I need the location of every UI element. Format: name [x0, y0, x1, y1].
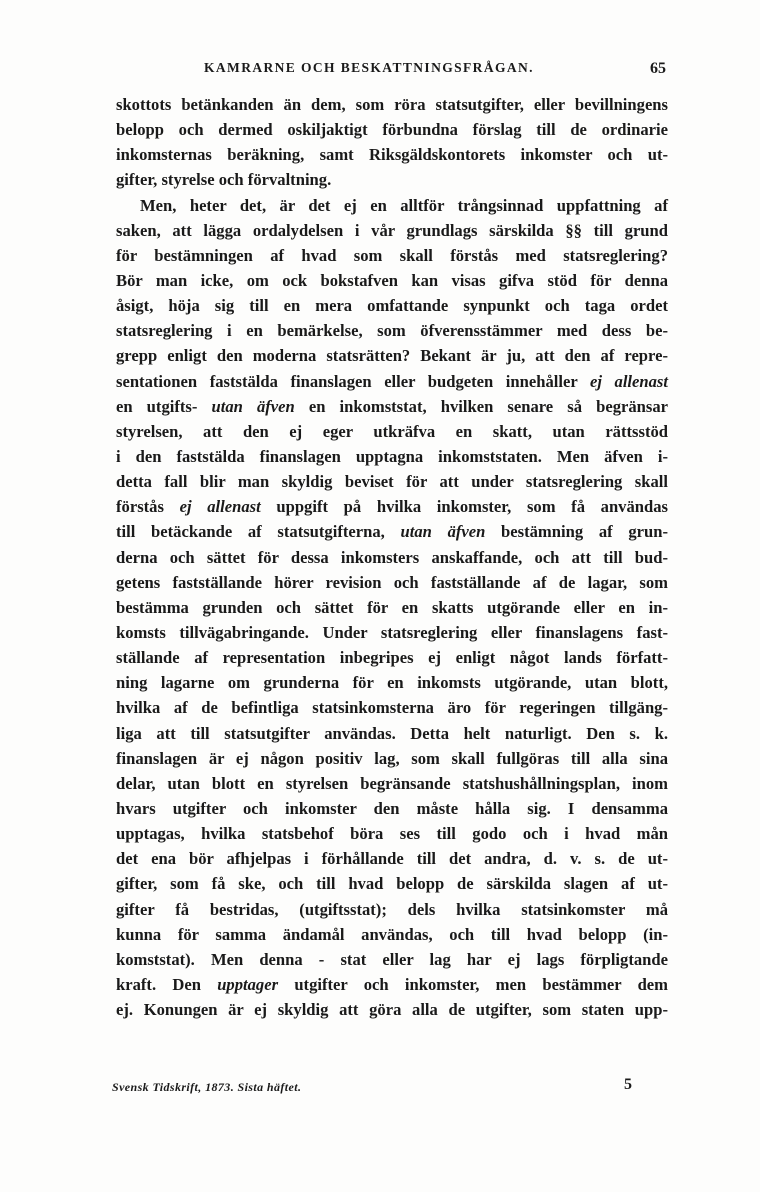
page-footer: [112, 1076, 632, 1102]
footer-source: Svensk Tidskrift, 1873. Sista häftet.: [112, 1080, 302, 1094]
italic-emphasis: upptager: [217, 974, 279, 994]
text-line: statsreglering i en bemärkelse, som öfverensstämmer med dess be-: [116, 321, 668, 341]
text-line: ning lagarne om grunderna för en inkomsts utgörande, utan blott,: [116, 673, 668, 693]
text-line: en utgifts- utan äfven en inkomststat, hvilken senare så begränsar: [116, 396, 669, 416]
text-line: upptagas, hvilka statsbehof böra ses till godo och i hvad mån: [116, 824, 668, 844]
italic-emphasis: utan äfven: [400, 522, 486, 542]
text-line: saken, att lägga ordalydelsen i vår grundlags särskilda §§ till grund: [116, 220, 668, 240]
text-line: till betäckande af statsutgifterna, utan äfven bestämning af grun-: [116, 522, 668, 542]
text-line: belopp och dermed oskiljaktigt förbundna förslag till de ordinarie: [116, 120, 668, 140]
body-text: [116, 92, 668, 1022]
text-line: kraft. Den upptager utgifter och inkomster, men bestämmer dem: [116, 974, 668, 994]
text-line: förstås ej allenast uppgift på hvilka inkomster, som få användas: [116, 497, 668, 517]
text-line: derna och sättet för dessa inkomsters anskaffande, och att till bud-: [116, 547, 668, 567]
text-line: komststat). Men denna - stat eller lag har ej lags förpligtande: [116, 949, 668, 969]
text-line: grepp enligt den moderna statsrätten? Bekant är ju, att den af repre-: [116, 346, 668, 366]
text-line: hvars utgifter och inkomster den måste hålla sig. I densamma: [116, 798, 668, 818]
text-line: för bestämningen af hvad som skall förstås med statsreglering?: [116, 245, 668, 265]
text-line: sentationen faststälda finanslagen eller budgeten innehåller ej allenast: [116, 371, 668, 391]
italic-emphasis: utan äfven: [211, 396, 295, 416]
text-line: Men, heter det, är det ej en alltför trångsinnad uppfattning af: [140, 195, 668, 215]
text-line: i den faststälda finanslagen upptagna inkomststaten. Men äfven i-: [116, 446, 668, 466]
text-line: ej. Konungen är ej skyldig att göra alla de utgifter, som staten upp-: [116, 1000, 668, 1020]
text-line: styrelsen, att den ej eger utkräfva en skatt, utan rättsstöd: [116, 421, 668, 441]
text-line: skottots betänkanden än dem, som röra statsutgifter, eller bevillningens: [116, 95, 668, 114]
italic-emphasis: ej allenast: [589, 371, 668, 391]
text-line: delar, utan blott en styrelsen begränsande statshushållningsplan, inom: [116, 773, 668, 793]
text-line: hvilka af de befintliga statsinkomsterna äro för regeringen tillgäng-: [116, 698, 668, 718]
text-line: inkomsternas beräkning, samt Riksgäldskontorets inkomster och ut-: [116, 145, 668, 165]
italic-emphasis: ej allenast: [179, 497, 261, 517]
signature-mark: 5: [624, 1076, 632, 1093]
text-line: ställande af representation inbegripes ej enligt något lands författ-: [116, 648, 668, 668]
text-line: gifter, styrelse och förvaltning.: [116, 170, 332, 190]
text-line: komsts tillvägabringande. Under statsreglering eller finanslagens fast-: [116, 622, 668, 642]
running-head: [118, 60, 666, 82]
text-line: gifter, som få ske, och till hvad belopp de särskilda slagen af ut-: [116, 874, 668, 894]
text-line: åsigt, höja sig till en mera omfattande synpunkt och taga ordet: [116, 296, 668, 316]
text-line: gifter få bestridas, (utgiftsstat); dels hvilka statsinkomster må: [116, 899, 668, 919]
text-line: detta fall blir man skyldig beviset för att under statsreglering skall: [116, 472, 668, 492]
running-title: KAMRARNE OCH BESKATTNINGSFRÅGAN.: [204, 60, 534, 75]
page-number: 65: [650, 60, 666, 77]
text-line: Bör man icke, om ock bokstafven kan visas gifva stöd för denna: [116, 270, 668, 290]
text-line: kunna för samma ändamål användas, och till hvad belopp (in-: [116, 924, 668, 944]
text-line: getens fastställande hörer revision och fastställande af de lagar, som: [116, 572, 668, 592]
text-line: det ena bör afhjelpas i förhållande till det andra, d. v. s. de ut-: [116, 849, 668, 869]
text-line: liga att till statsutgifter användas. Detta helt naturligt. Den s. k.: [116, 723, 668, 743]
text-line: finanslagen är ej någon positiv lag, som skall fullgöras till alla sina: [116, 748, 668, 768]
text-line: bestämma grunden och sättet för en skatts utgörande eller en in-: [116, 597, 668, 617]
